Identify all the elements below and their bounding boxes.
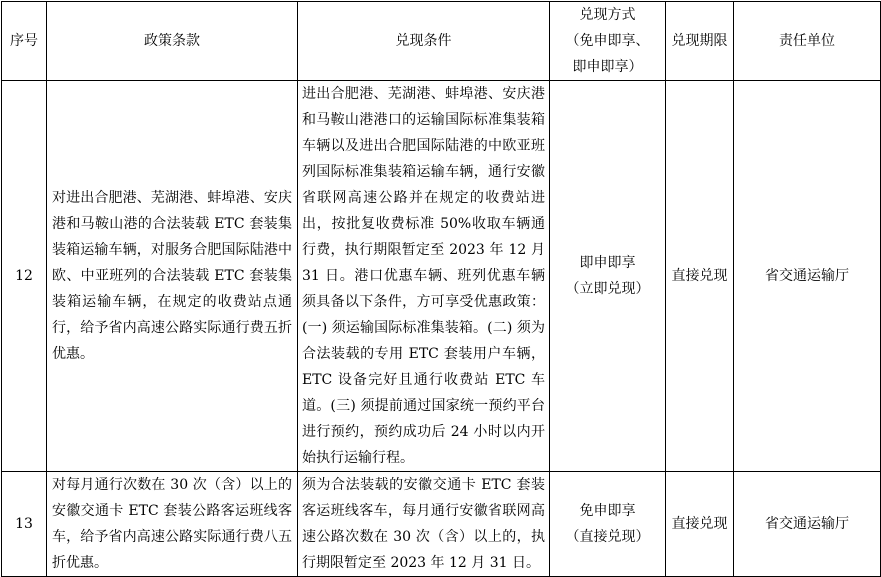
row-index: 12 — [2, 81, 47, 472]
row-period: 直接兑现 — [666, 81, 734, 472]
header-method-line1: 兑现方式 — [579, 7, 636, 23]
row-method — [550, 81, 666, 472]
header-condition: 兑现条件 — [298, 2, 550, 81]
policy-table — [1, 1, 881, 577]
header-method-line3: 即申即享） — [572, 59, 643, 75]
row-unit: 省交通运输厅 — [734, 472, 881, 577]
row-method-line2: （立即兑现） — [565, 281, 650, 297]
header-method — [550, 2, 666, 81]
header-index: 序号 — [2, 2, 47, 81]
row-method-line1: 免申即享 — [579, 503, 636, 519]
row-condition: 须为合法装载的安徽交通卡 ETC 套装客运班线客车，每月通行安徽省联网高速公路次数在 30 次（含）以上的，执行期限暂定至 2023 年 12 月 31 日。 — [298, 472, 550, 577]
row-condition: 进出合肥港、芜湖港、蚌埠港、安庆港和马鞍山港港口的运输国际标准集装箱车辆以及进出合肥国际陆港的中欧亚班列国际标准集装箱运输车辆，通行安徽省联网高速公路并在规定的收费站进出，按批复收费标准 50%收取车辆通行费，执行期限暂定至 2023 年 12 月 31 日。港口优惠车辆、班列优惠车辆须具备以下条件，方可享受优惠政策：(一) 须运输国际标准集装箱。(二) 须为合法装载的专用 ETC 套装用户车辆，ETC 设备完好且通行收费站 ETC 车道。(三) 须提前通过国家统一预约平台进行预约，预约成功后 24 小时以内开始执行运输行程。 — [298, 81, 550, 472]
row-period: 直接兑现 — [666, 472, 734, 577]
row-method-line2: （直接兑现） — [565, 529, 650, 545]
header-method-line2: （免申即享、 — [565, 33, 650, 49]
header-policy: 政策条款 — [47, 2, 298, 81]
row-policy: 对进出合肥港、芜湖港、蚌埠港、安庆港和马鞍山港的合法装载 ETC 套装集装箱运输车辆，对服务合肥国际陆港中欧、中亚班列的合法装载 ETC 套装集装箱运输车辆，在规定的收费站点通行，给予省内高速公路实际通行费五折优惠。 — [47, 81, 298, 472]
header-row — [2, 2, 881, 81]
header-unit: 责任单位 — [734, 2, 881, 81]
table-row — [2, 472, 881, 577]
row-method — [550, 472, 666, 577]
header-period: 兑现期限 — [666, 2, 734, 81]
row-index: 13 — [2, 472, 47, 577]
row-method-line1: 即申即享 — [579, 255, 636, 271]
table-row — [2, 81, 881, 472]
row-policy: 对每月通行次数在 30 次（含）以上的安徽交通卡 ETC 套装公路客运班线客车，给予省内高速公路实际通行费八五折优惠。 — [47, 472, 298, 577]
row-unit: 省交通运输厅 — [734, 81, 881, 472]
